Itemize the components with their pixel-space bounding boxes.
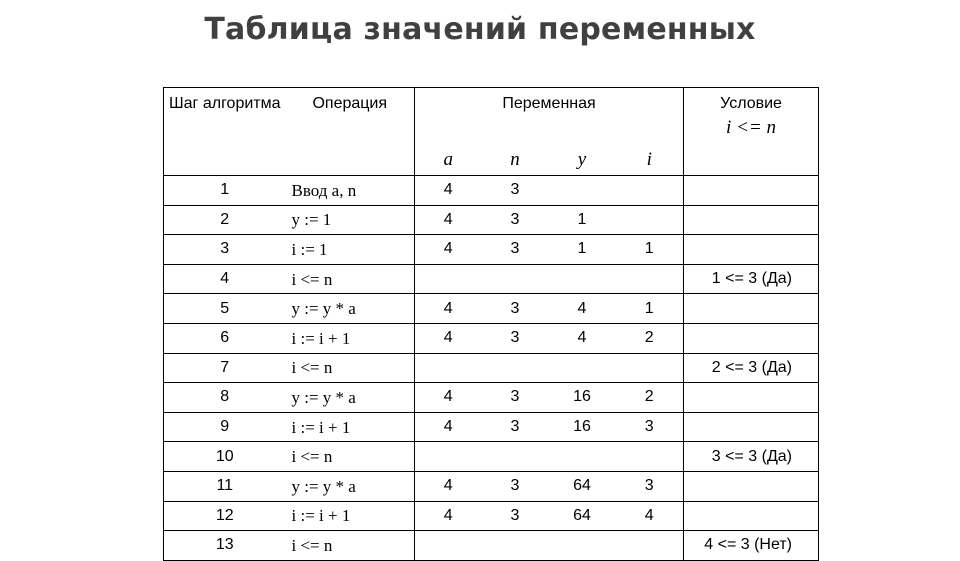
value-y-cell bbox=[549, 176, 616, 206]
operation-cell: i <= n bbox=[286, 442, 415, 472]
value-a-cell: 4 bbox=[415, 501, 482, 531]
value-i-cell bbox=[616, 353, 684, 383]
header-condition-label: Условие bbox=[720, 95, 782, 112]
table-row bbox=[164, 501, 819, 531]
step-cell: 5 bbox=[164, 294, 286, 324]
condition-cell bbox=[684, 383, 819, 413]
value-n-cell: 3 bbox=[482, 323, 549, 353]
table-row bbox=[164, 235, 819, 265]
operation-cell: y := y * a bbox=[286, 471, 415, 501]
condition-cell bbox=[684, 323, 819, 353]
table-row bbox=[164, 353, 819, 383]
value-y-cell: 1 bbox=[549, 235, 616, 265]
value-n-cell: 3 bbox=[482, 412, 549, 442]
header-condition-expr: i <= n bbox=[726, 117, 776, 138]
step-cell: 11 bbox=[164, 471, 286, 501]
value-a-cell bbox=[415, 353, 482, 383]
condition-cell bbox=[684, 235, 819, 265]
value-a-cell: 4 bbox=[415, 176, 482, 206]
value-n-cell: 3 bbox=[482, 501, 549, 531]
condition-cell bbox=[684, 412, 819, 442]
operation-cell: i <= n bbox=[286, 353, 415, 383]
header-var-y: y bbox=[549, 144, 616, 176]
header-condition bbox=[684, 88, 819, 176]
table-row bbox=[164, 294, 819, 324]
value-y-cell: 64 bbox=[549, 471, 616, 501]
header-step: Шаг алгоритма bbox=[164, 88, 286, 176]
value-n-cell: 3 bbox=[482, 176, 549, 206]
operation-cell: i := i + 1 bbox=[286, 323, 415, 353]
table-row bbox=[164, 471, 819, 501]
value-y-cell: 1 bbox=[549, 205, 616, 235]
value-i-cell: 1 bbox=[616, 294, 684, 324]
step-cell: 1 bbox=[164, 176, 286, 206]
step-cell: 10 bbox=[164, 442, 286, 472]
step-cell: 9 bbox=[164, 412, 286, 442]
operation-cell: i <= n bbox=[286, 531, 415, 561]
value-y-cell: 64 bbox=[549, 501, 616, 531]
value-i-cell: 3 bbox=[616, 412, 684, 442]
operation-cell: i <= n bbox=[286, 264, 415, 294]
value-y-cell: 4 bbox=[549, 323, 616, 353]
step-cell: 12 bbox=[164, 501, 286, 531]
value-y-cell: 16 bbox=[549, 412, 616, 442]
value-n-cell: 3 bbox=[482, 205, 549, 235]
header-var-a: a bbox=[415, 144, 482, 176]
value-y-cell bbox=[549, 353, 616, 383]
table-row bbox=[164, 205, 819, 235]
header-var-n: n bbox=[482, 144, 549, 176]
value-a-cell: 4 bbox=[415, 471, 482, 501]
table-row bbox=[164, 383, 819, 413]
value-i-cell: 2 bbox=[616, 323, 684, 353]
header-var-i: i bbox=[616, 144, 684, 176]
step-cell: 6 bbox=[164, 323, 286, 353]
table-row bbox=[164, 442, 819, 472]
operation-cell: y := 1 bbox=[286, 205, 415, 235]
value-n-cell: 3 bbox=[482, 294, 549, 324]
value-y-cell bbox=[549, 264, 616, 294]
value-n-cell bbox=[482, 353, 549, 383]
value-i-cell bbox=[616, 442, 684, 472]
value-a-cell: 4 bbox=[415, 323, 482, 353]
value-n-cell bbox=[482, 531, 549, 561]
condition-cell bbox=[684, 501, 819, 531]
value-a-cell bbox=[415, 531, 482, 561]
condition-cell: 3 <= 3 (Да) bbox=[684, 442, 819, 472]
step-cell: 4 bbox=[164, 264, 286, 294]
value-y-cell bbox=[549, 442, 616, 472]
table-row bbox=[164, 176, 819, 206]
condition-cell: 4 <= 3 (Нет) bbox=[684, 531, 819, 561]
table-row bbox=[164, 412, 819, 442]
operation-cell: i := i + 1 bbox=[286, 412, 415, 442]
value-i-cell: 1 bbox=[616, 235, 684, 265]
value-i-cell bbox=[616, 205, 684, 235]
value-n-cell bbox=[482, 442, 549, 472]
step-cell: 8 bbox=[164, 383, 286, 413]
header-variable: Переменная bbox=[415, 88, 684, 145]
trace-table bbox=[163, 87, 819, 561]
operation-cell: y := y * a bbox=[286, 383, 415, 413]
value-a-cell: 4 bbox=[415, 205, 482, 235]
table-row bbox=[164, 323, 819, 353]
value-n-cell: 3 bbox=[482, 383, 549, 413]
condition-cell: 2 <= 3 (Да) bbox=[684, 353, 819, 383]
condition-cell bbox=[684, 176, 819, 206]
value-n-cell bbox=[482, 264, 549, 294]
value-a-cell: 4 bbox=[415, 294, 482, 324]
condition-cell bbox=[684, 294, 819, 324]
step-cell: 2 bbox=[164, 205, 286, 235]
operation-cell: Ввод a, n bbox=[286, 176, 415, 206]
table-row bbox=[164, 531, 819, 561]
value-a-cell bbox=[415, 442, 482, 472]
operation-cell: i := i + 1 bbox=[286, 501, 415, 531]
header-operation: Операция bbox=[286, 88, 415, 176]
step-cell: 3 bbox=[164, 235, 286, 265]
value-n-cell: 3 bbox=[482, 235, 549, 265]
value-a-cell bbox=[415, 264, 482, 294]
value-i-cell bbox=[616, 264, 684, 294]
value-a-cell: 4 bbox=[415, 383, 482, 413]
value-i-cell: 4 bbox=[616, 501, 684, 531]
value-a-cell: 4 bbox=[415, 412, 482, 442]
value-n-cell: 3 bbox=[482, 471, 549, 501]
condition-cell bbox=[684, 205, 819, 235]
condition-cell bbox=[684, 471, 819, 501]
value-i-cell bbox=[616, 176, 684, 206]
operation-cell: i := 1 bbox=[286, 235, 415, 265]
step-cell: 13 bbox=[164, 531, 286, 561]
value-a-cell: 4 bbox=[415, 235, 482, 265]
value-i-cell: 3 bbox=[616, 471, 684, 501]
value-y-cell: 4 bbox=[549, 294, 616, 324]
page-title: Таблица значений переменных bbox=[204, 12, 756, 47]
table-row bbox=[164, 264, 819, 294]
value-y-cell bbox=[549, 531, 616, 561]
value-y-cell: 16 bbox=[549, 383, 616, 413]
header-row bbox=[164, 88, 819, 145]
step-cell: 7 bbox=[164, 353, 286, 383]
value-i-cell bbox=[616, 531, 684, 561]
condition-cell: 1 <= 3 (Да) bbox=[684, 264, 819, 294]
operation-cell: y := y * a bbox=[286, 294, 415, 324]
value-i-cell: 2 bbox=[616, 383, 684, 413]
